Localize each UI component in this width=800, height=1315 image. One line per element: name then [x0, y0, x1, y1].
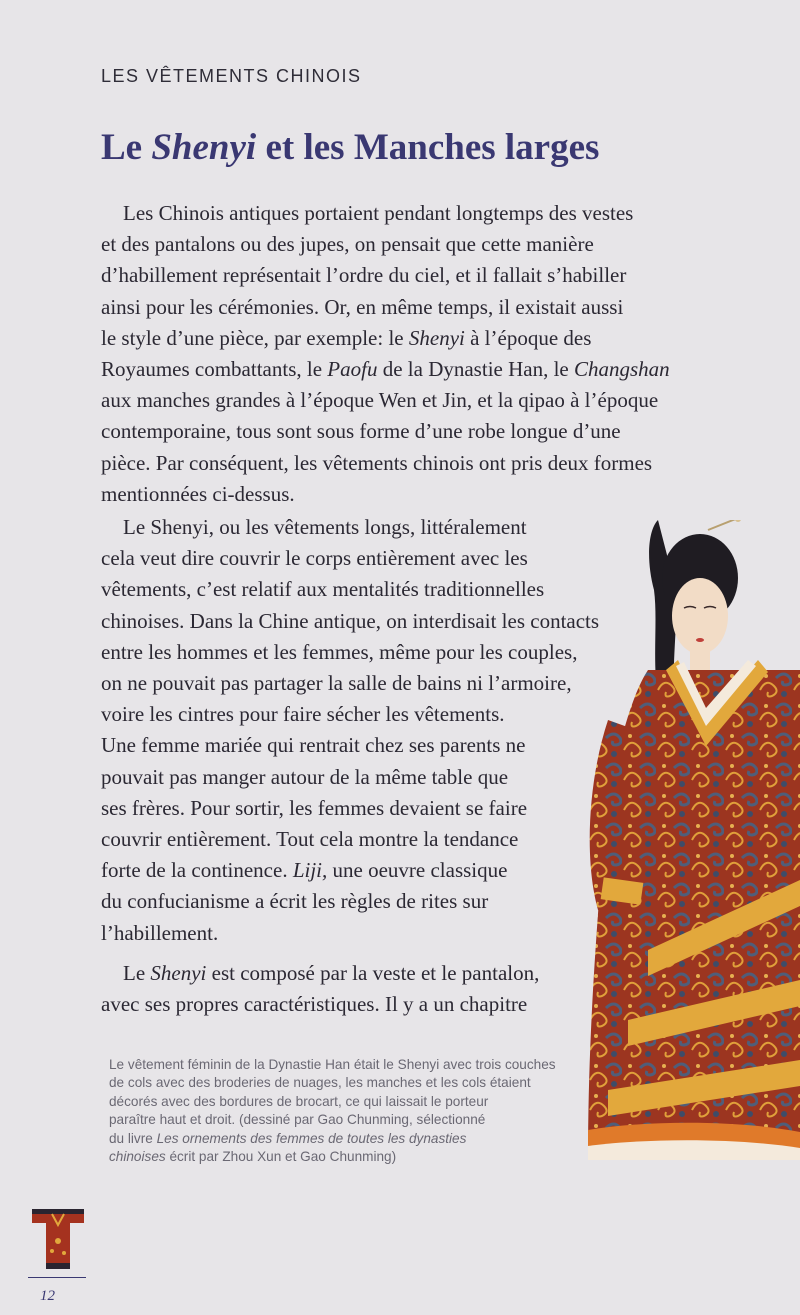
figure-caption: [109, 1056, 629, 1166]
robe-emblem-icon: [28, 1203, 88, 1273]
text-line: Les Chinois antiques portaient pendant longtemps des vestes: [123, 201, 634, 225]
text-line: contemporaine, tous sont sous forme d’une robe longue d’une: [101, 419, 621, 444]
text-line: vêtements, c’est relatif aux mentalités traditionnelles: [101, 577, 545, 602]
caption-line: du livre Les ornements des femmes de toutes les dynasties: [109, 1130, 467, 1146]
text-line: du confucianisme a écrit les règles de rites sur: [101, 889, 489, 914]
text-line: avec ses propres caractéristiques. Il y a un chapitre: [101, 992, 528, 1017]
text-line: Royaumes combattants, le Paofu de la Dynastie Han, le Changshan: [101, 357, 670, 382]
footer-rule: [28, 1277, 86, 1278]
text-line: mentionnées ci-dessus.: [101, 481, 295, 506]
text-line: l’habillement.: [101, 920, 219, 945]
caption-line: Le vêtement féminin de la Dynastie Han était le Shenyi avec trois couches: [109, 1057, 556, 1072]
text-line: Une femme mariée qui rentrait chez ses parents ne: [101, 733, 526, 758]
text-line: Le Shenyi est composé par la veste et le pantalon,: [123, 961, 540, 985]
paragraph-3: [101, 958, 621, 1020]
text-line: et des pantalons ou des jupes, on pensait que cette manière: [101, 232, 594, 257]
text-line: ainsi pour les cérémonies. Or, en même temps, il existait aussi: [101, 294, 624, 319]
caption-line: décorés avec des bordures de brocart, ce qui laissait le porteur: [109, 1093, 489, 1109]
text-line: forte de la continence. Liji, une oeuvre classique: [101, 858, 508, 883]
text-line: couvrir entièrement. Tout cela montre la tendance: [101, 827, 519, 852]
text-line: pouvait pas manger autour de la même table que: [101, 764, 509, 789]
text-line: aux manches grandes à l’époque Wen et Jin, et la qipao à l’époque: [101, 388, 659, 413]
text-line: voire les cintres pour faire sécher les vêtements.: [101, 702, 505, 727]
caption-line: paraître haut et droit. (dessiné par Gao Chunming, sélectionné: [109, 1112, 486, 1128]
caption-line: de cols avec des broderies de nuages, les manches et les cols étaient: [109, 1075, 531, 1091]
text-line: Le Shenyi, ou les vêtements longs, littéralement: [123, 515, 527, 539]
text-line: le style d’une pièce, par exemple: le Shenyi à l’époque des: [101, 325, 592, 350]
text-line: on ne pouvait pas partager la salle de bains ni l’armoire,: [101, 671, 572, 696]
text-line: cela veut dire couvrir le corps entièrement avec les: [101, 546, 528, 571]
running-head: LES VÊTEMENTS CHINOIS: [101, 66, 362, 86]
caption-line: chinoises écrit par Zhou Xun et Gao Chunming): [109, 1149, 397, 1165]
text-line: d’habillement représentait l’ordre du ciel, et il fallait s’habiller: [101, 263, 627, 288]
page-number: 12: [40, 1288, 55, 1304]
text-line: ses frères. Pour sortir, les femmes devaient se faire: [101, 795, 528, 820]
text-line: pièce. Par conséquent, les vêtements chinois ont pris deux formes: [101, 450, 653, 475]
page-title: Le Shenyi et les Manches larges: [101, 127, 600, 168]
paragraph-2: [101, 512, 641, 949]
text-line: entre les hommes et les femmes, même pour les couples,: [101, 639, 578, 664]
text-line: chinoises. Dans la Chine antique, on interdisait les contacts: [101, 608, 600, 633]
paragraph-1: [101, 198, 670, 510]
